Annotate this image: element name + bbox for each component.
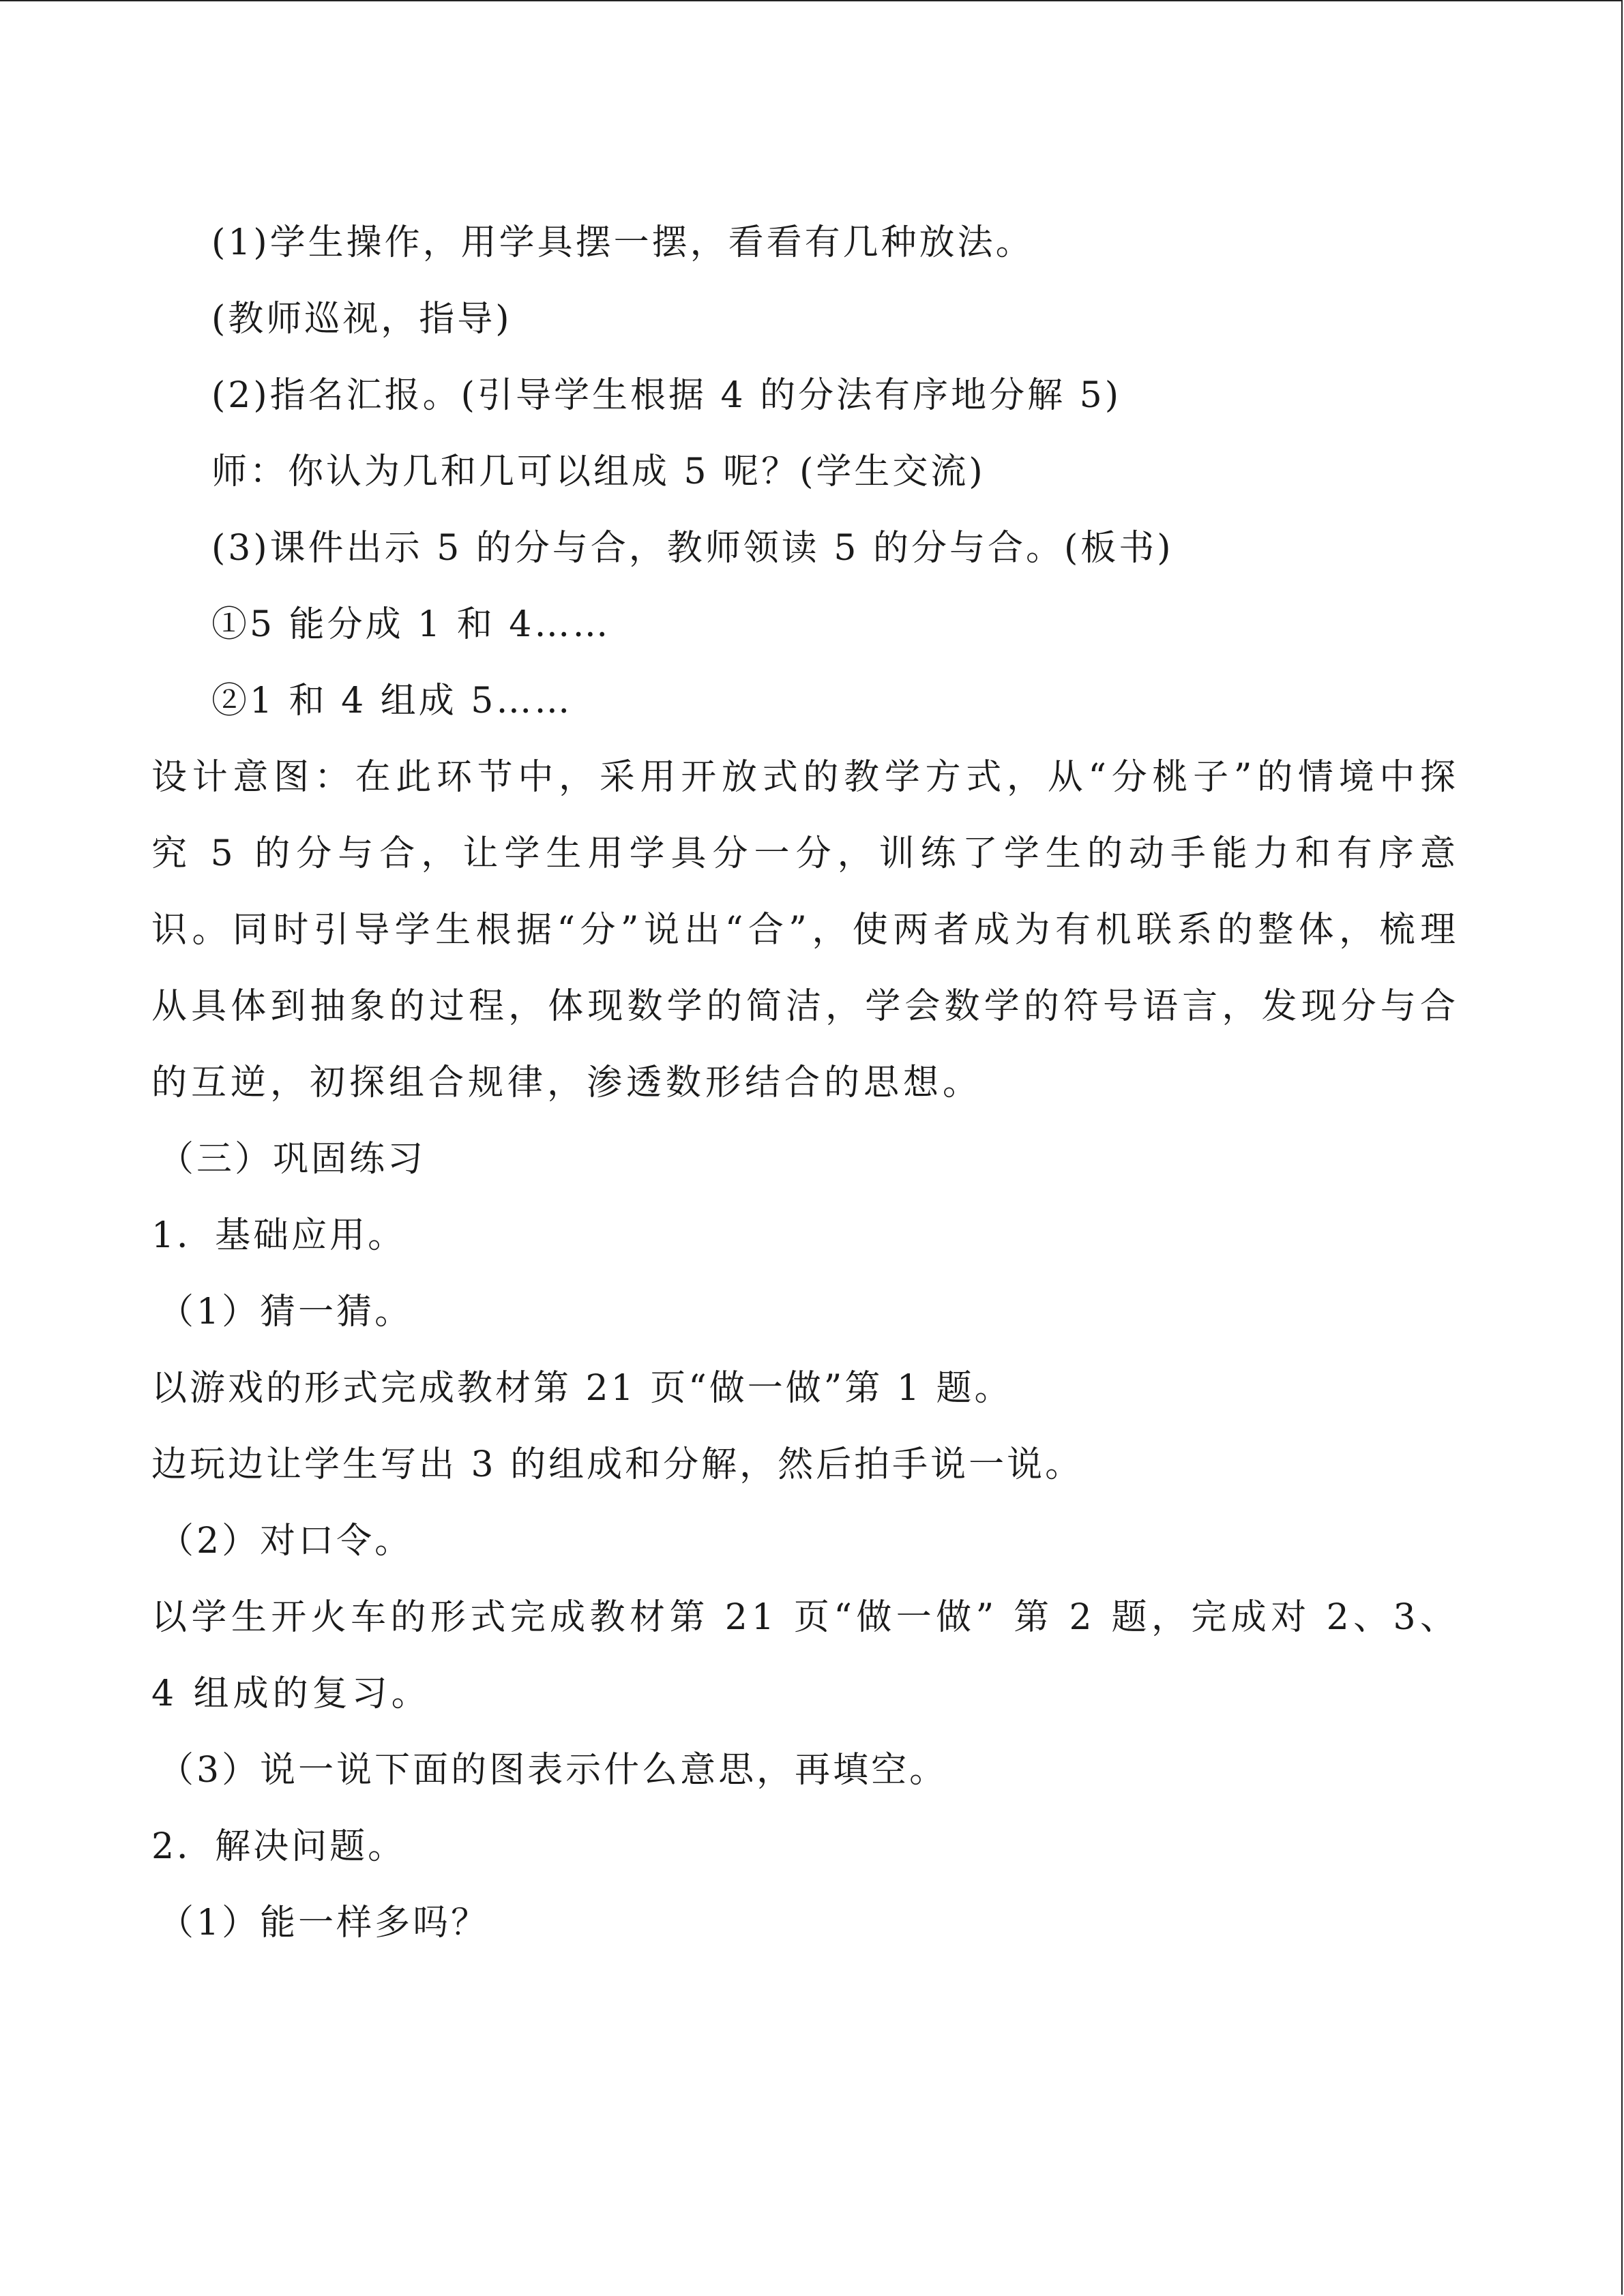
board-line-1: ①5 能分成 1 和 4…… bbox=[211, 604, 611, 645]
item-solve-problems: 2．解决问题。 bbox=[151, 1826, 407, 1867]
item-basic-application: 1．基础应用。 bbox=[151, 1215, 407, 1256]
teacher-question: 师：你认为几和几可以组成 5 呢？(学生交流) bbox=[211, 451, 986, 492]
board-line-2: ②1 和 4 组成 5…… bbox=[211, 681, 573, 721]
step-teacher-guide: (教师巡视，指导) bbox=[211, 299, 512, 340]
step-courseware: (3)课件出示 5 的分与合，教师领读 5 的分与合。(板书) bbox=[211, 528, 1174, 569]
sub-diagram-fill: （3）说一说下面的图表示什么意思，再填空。 bbox=[158, 1750, 948, 1791]
section-heading-practice: （三）巩固练习 bbox=[158, 1139, 426, 1180]
design-intent-paragraph: 设计意图：在此环节中，采用开放式的教学方式，从“分桃子”的情境中探究 5 的分与合，让学生用学具分一分，训练了学生的动手能力和有序意识。同时引导学生根据“分”说出“合”，使两者成为有机联系的整体，梳理从具体到抽象的过程，体现数学的简洁，学会数学的符号语言，发现分与合的互逆，初探组合规律，渗透数形结合的思想。 bbox=[151, 757, 1460, 1103]
sub-equal-amount: （1）能一样多吗？ bbox=[158, 1903, 490, 1943]
password-text: 以学生开火车的形式完成教材第 21 页“做一做” 第 2 题，完成对 2、3、4 组成的复习。 bbox=[151, 1597, 1460, 1714]
sub-guess: （1）猜一猜。 bbox=[158, 1292, 413, 1332]
sub-password: （2）对口令。 bbox=[158, 1521, 413, 1562]
document-body bbox=[151, 205, 1461, 1961]
step-report: (2)指名汇报。(引导学生根据 4 的分法有序地分解 5) bbox=[211, 375, 1121, 416]
guess-text-1: 以游戏的形式完成教材第 21 页“做一做”第 1 题。 bbox=[151, 1368, 1013, 1409]
step-operate: (1)学生操作，用学具摆一摆，看看有几种放法。 bbox=[211, 222, 1034, 263]
guess-text-2: 边玩边让学生写出 3 的组成和分解，然后拍手说一说。 bbox=[151, 1444, 1084, 1485]
